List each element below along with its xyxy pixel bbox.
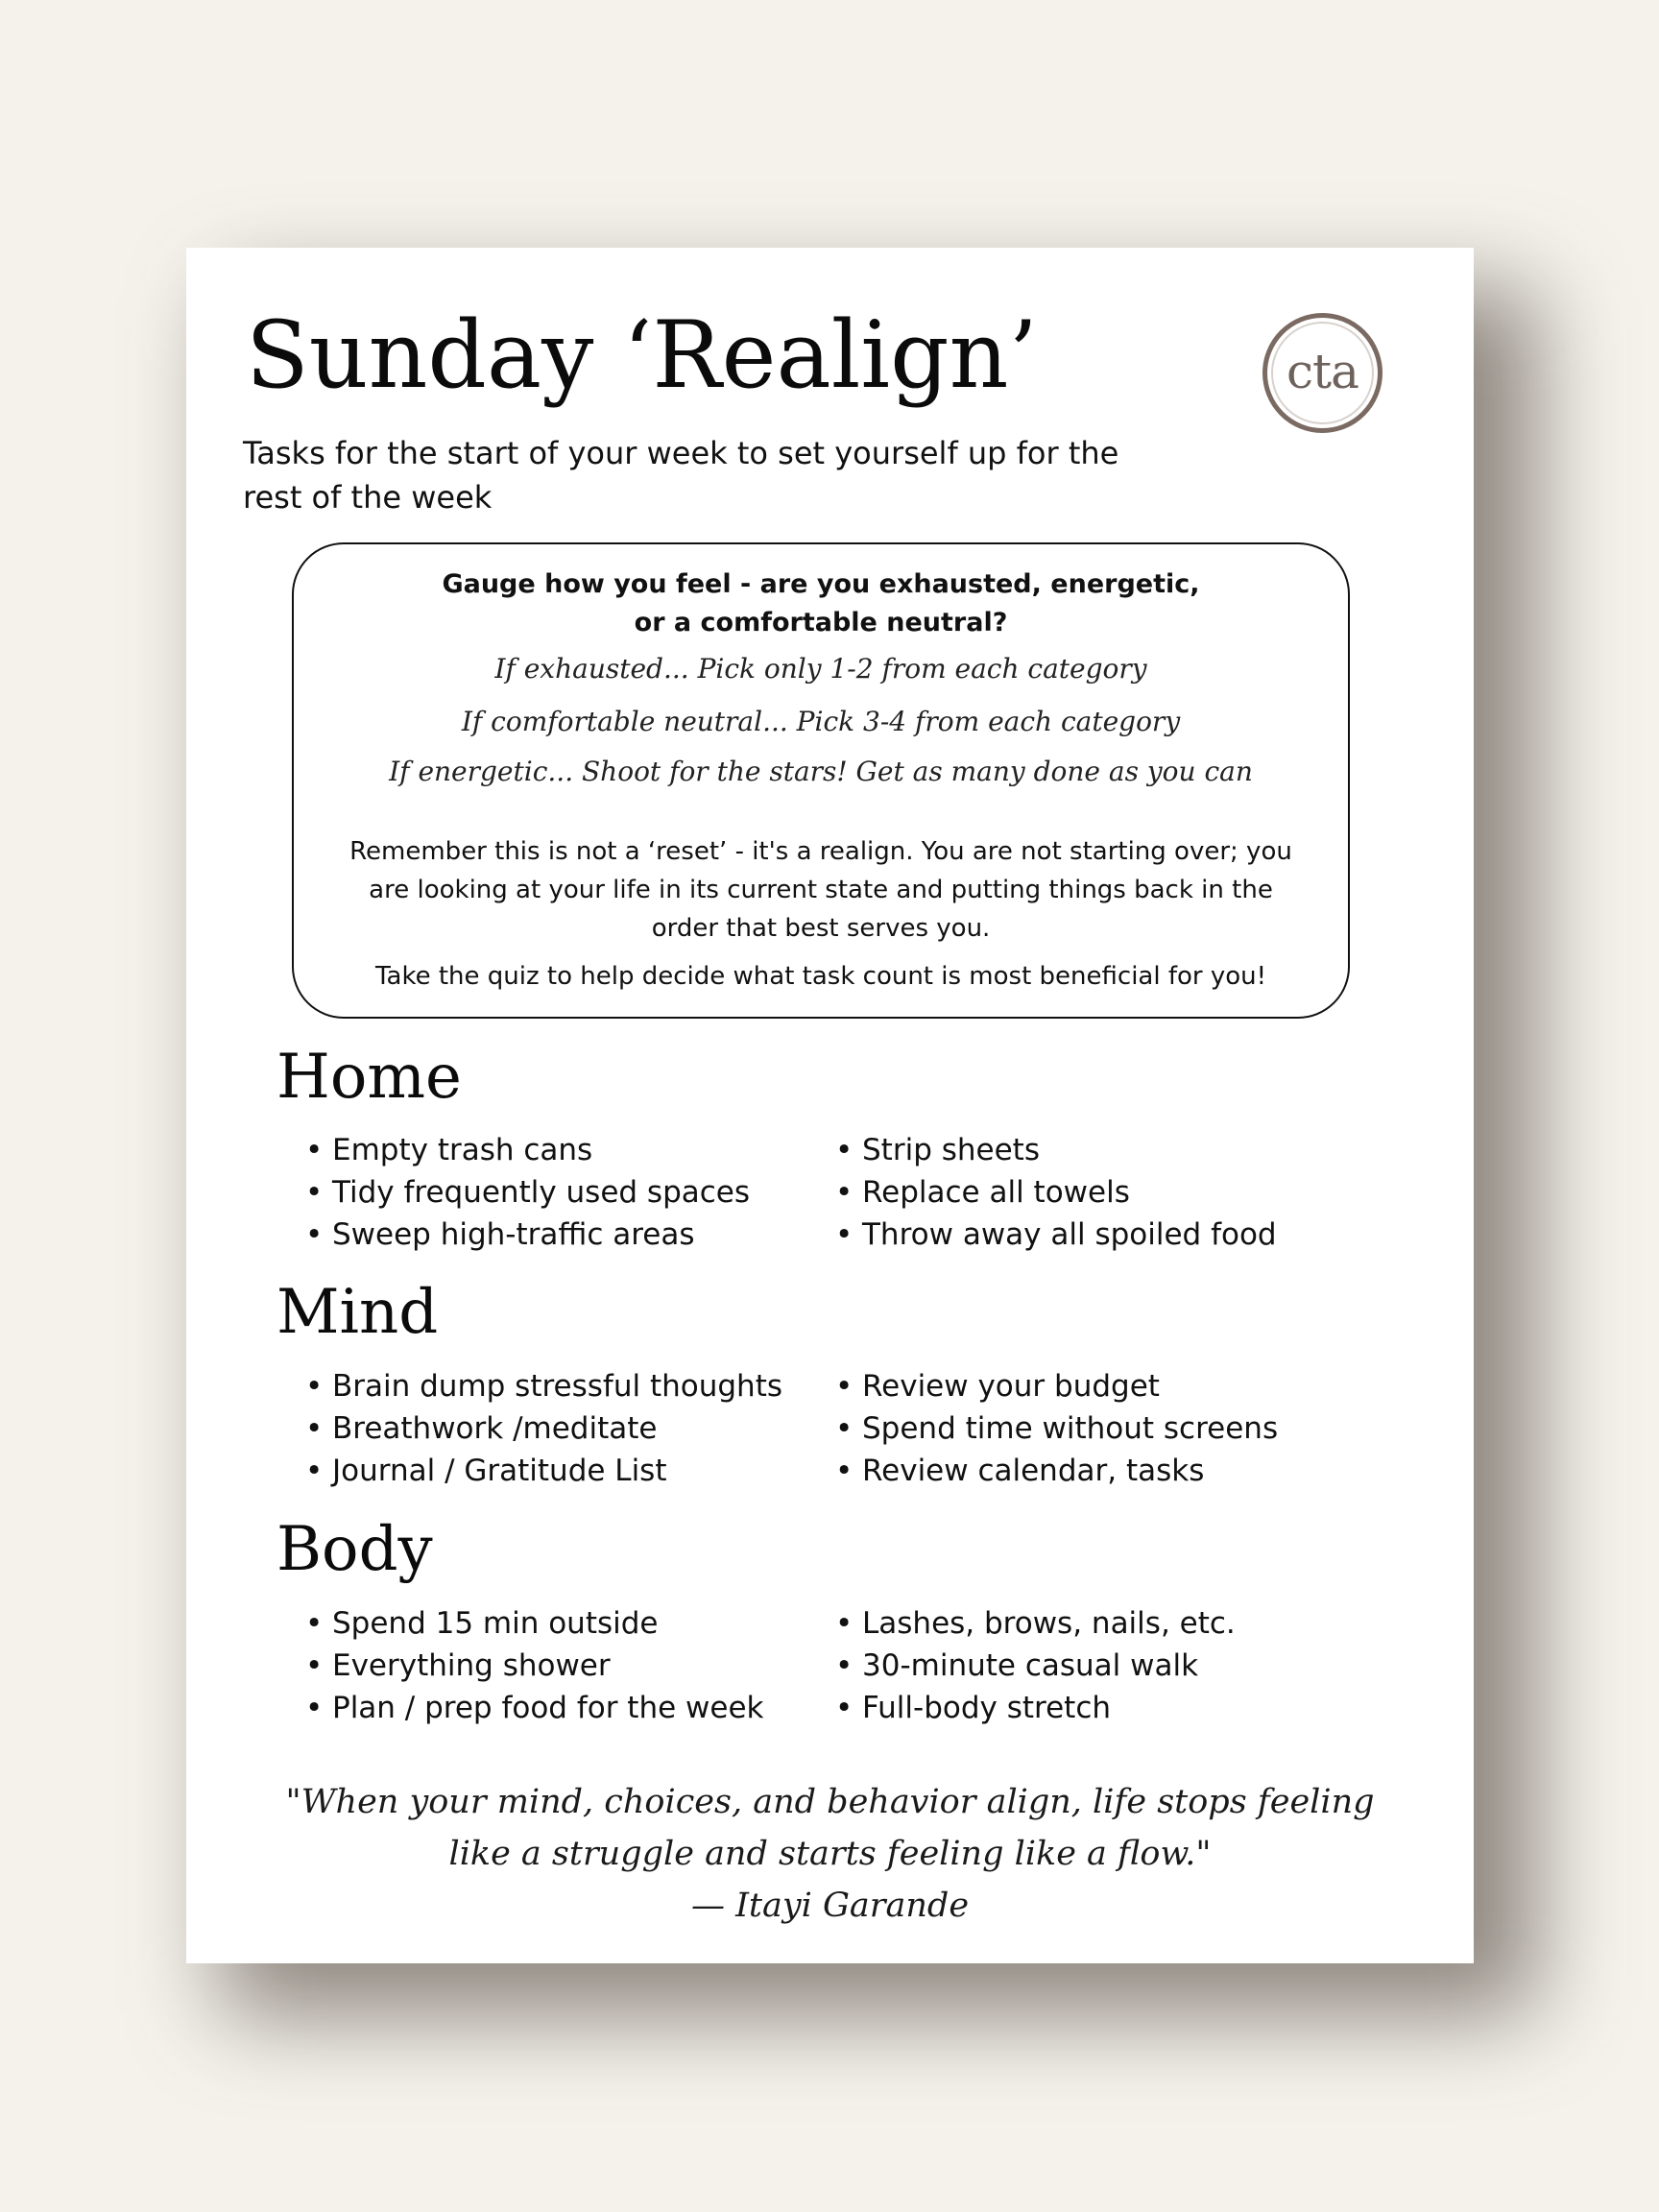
list-item: • Review your budget [862, 1365, 1278, 1407]
list-item: • Breathwork /meditate [332, 1407, 782, 1450]
callout-heading [294, 565, 1348, 642]
quiz-prompt: Take the quiz to help decide what task count is most beneficial for you! [374, 962, 1267, 991]
callout-heading-line-2: or a comfortable neutral? [634, 608, 1008, 637]
section-title-body: Body [276, 1514, 433, 1585]
quote-line-1: "When your mind, choices, and behavior align, life stops feeling [285, 1783, 1375, 1821]
reminder-line-3: order that best serves you. [651, 914, 991, 943]
page-subtitle [243, 431, 1203, 519]
option-exhausted: If exhausted... Pick only 1-2 from each category [494, 653, 1147, 685]
option-energetic: If energetic... Shoot for the stars! Get as many done as you can [389, 756, 1253, 787]
callout-heading-line-1: Gauge how you feel - are you exhausted, energetic, [442, 569, 1200, 599]
list-item: • Empty trash cans [332, 1129, 750, 1171]
body-tasks-left [332, 1602, 764, 1729]
list-item: • Full-body stretch [862, 1687, 1236, 1729]
subtitle-line-1: Tasks for the start of your week to set yourself up for the [243, 435, 1119, 471]
energy-callout-box [292, 542, 1350, 1019]
option-neutral: If comfortable neutral... Pick 3-4 from each category [461, 706, 1181, 737]
quote-author: — Itayi Garande [690, 1887, 970, 1925]
list-item: • Journal / Gratitude List [332, 1450, 782, 1492]
home-tasks-right [862, 1129, 1277, 1256]
mind-tasks-right [862, 1365, 1278, 1492]
list-item: • Plan / prep food for the week [332, 1687, 764, 1729]
list-item: • Brain dump stressful thoughts [332, 1365, 782, 1407]
quote-line-2: like a struggle and starts feeling like a flow." [448, 1835, 1212, 1873]
body-tasks-right [862, 1602, 1236, 1729]
mind-tasks-left [332, 1365, 782, 1492]
page-title: Sunday ‘Realign’ [246, 301, 1038, 409]
list-item: • Review calendar, tasks [862, 1450, 1278, 1492]
list-item: • Replace all towels [862, 1171, 1277, 1214]
list-item: • Spend time without screens [862, 1407, 1278, 1450]
reminder-text [313, 832, 1329, 948]
section-title-home: Home [276, 1042, 462, 1113]
document-page [186, 248, 1474, 1963]
list-item: • Sweep high-traffic areas [332, 1214, 750, 1256]
reminder-line-1: Remember this is not a ‘reset’ - it's a realign. You are not starting over; you [349, 837, 1292, 866]
list-item: • Throw away all spoiled food [862, 1214, 1277, 1256]
list-item: • Strip sheets [862, 1129, 1277, 1171]
subtitle-line-2: rest of the week [243, 479, 493, 516]
reminder-line-2: are looking at your life in its current state and putting things back in the [369, 876, 1273, 904]
list-item: • 30-minute casual walk [862, 1645, 1236, 1687]
cta-logo [1262, 313, 1382, 433]
list-item: • Spend 15 min outside [332, 1602, 764, 1645]
list-item: • Tidy frequently used spaces [332, 1171, 750, 1214]
closing-quote [225, 1776, 1435, 1932]
home-tasks-left [332, 1129, 750, 1256]
list-item: • Everything shower [332, 1645, 764, 1687]
logo-text: cta [1286, 343, 1358, 399]
list-item: • Lashes, brows, nails, etc. [862, 1602, 1236, 1645]
section-title-mind: Mind [276, 1277, 439, 1348]
